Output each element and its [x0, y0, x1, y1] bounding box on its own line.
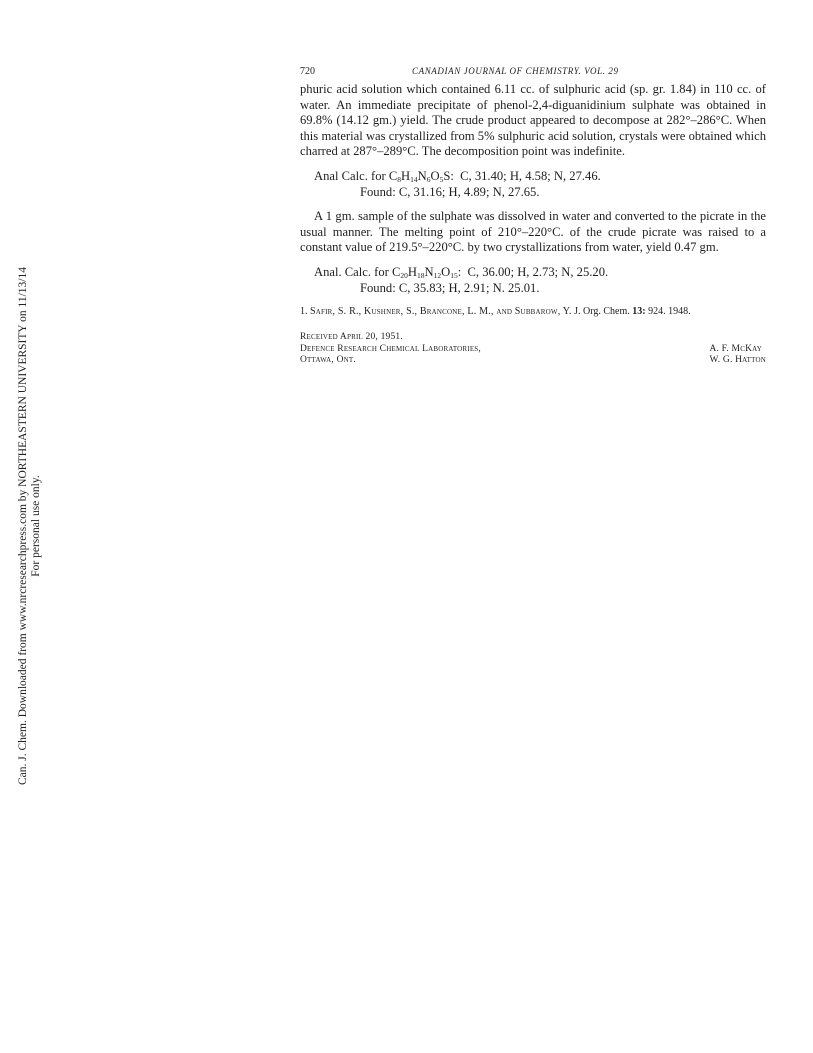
reference-year: 1948.: [668, 306, 691, 318]
watermark-line-1: Can. J. Chem. Downloaded from www.nrcresearchpress.com by NORTHEASTERN UNIVERSITY on 11/13/14: [17, 267, 29, 785]
formula-1: [389, 169, 454, 183]
reference-number: 1.: [300, 306, 308, 318]
formula-subscript: 12: [433, 270, 442, 280]
author-2: W. G. Hatton: [709, 355, 766, 366]
found-line-2: Found: C, 35.83; H, 2.91; N. 25.01.: [360, 280, 540, 295]
watermark-line-2: For personal use only.: [30, 475, 42, 577]
formula-subscript: 5: [439, 174, 444, 184]
reference-journal: J. Org. Chem.: [574, 306, 630, 318]
calc-line-1: [300, 169, 766, 185]
formula-subscript: 18: [417, 270, 425, 280]
reference-1: [300, 306, 766, 318]
journal-page: [300, 64, 766, 367]
analysis-block-1: [300, 169, 766, 200]
paragraph-continued: phuric acid solution which contained 6.11 cc. of sulphuric acid (sp. gr. 1.84) in 110 cc. of water. An immediate precipitate of phenol-2,4-diguanidinium sulphate was obtained in 69.8% (14.12 gm.) yield. The crude product appeared to decompose at 282°–286°C. When this material was crystallized from 5% sulphuric acid solution, crystals were obtained which charred at 287°–289°C. The decomposition point was indefinite.: [300, 82, 766, 159]
formula-element: :: [457, 264, 462, 279]
formula-element: C: [388, 168, 398, 183]
calc-values-1: C, 31.40; H, 4.58; N, 27.46.: [460, 168, 601, 183]
author-1: A. F. McKay: [709, 343, 762, 354]
calc-prefix-1: Anal Calc. for: [314, 168, 389, 183]
formula-element: C: [392, 264, 401, 279]
analysis-block-2: [300, 265, 766, 296]
reference-authors: Safir, S. R., Kushner, S., Brancone, L. M., and Subbarow, Y.: [310, 306, 572, 318]
formula-2: [392, 265, 461, 279]
reference-volume: 13:: [632, 306, 646, 318]
received-date: Received April 20, 1951.: [300, 332, 403, 343]
download-watermark: [0, 0, 60, 1053]
formula-element: O: [441, 264, 451, 279]
formula-element: N: [424, 264, 434, 279]
article-footer: [300, 332, 766, 367]
formula-element: N: [417, 168, 427, 183]
formula-element: H: [401, 168, 411, 183]
formula-subscript: 15: [450, 270, 458, 280]
formula-subscript: 14: [410, 174, 418, 184]
formula-subscript: 8: [397, 174, 401, 184]
calc-values-2: C, 36.00; H, 2.73; N, 25.20.: [467, 264, 609, 279]
calc-prefix-2: Anal. Calc. for: [314, 264, 392, 279]
paragraph-picrate: A 1 gm. sample of the sulphate was dissolved in water and converted to the picrate in the usual manner. The melting point of 210°–220°C. of the crude picrate was raised to a constant value of 219.5°–220°C. by two crystallizations from water, yield 0.47 gm.: [300, 209, 766, 255]
page-number: 720: [300, 66, 315, 77]
author-list: [709, 344, 766, 367]
calc-line-2: [300, 265, 766, 281]
laboratory-city: Ottawa, Ont.: [300, 355, 356, 366]
formula-element: H: [407, 264, 418, 279]
reference-pages: 924.: [648, 306, 666, 318]
found-line-1: Found: C, 31.16; H, 4.89; N, 27.65.: [360, 184, 540, 199]
journal-title: CANADIAN JOURNAL OF CHEMISTRY. VOL. 29: [412, 66, 619, 76]
formula-subscript: 6: [426, 174, 431, 184]
formula-subscript: 20: [400, 270, 408, 280]
formula-element: O: [430, 168, 440, 183]
laboratory-name: Defence Research Chemical Laboratories,: [300, 343, 481, 354]
formula-element: S:: [443, 168, 454, 183]
running-head: [300, 64, 766, 82]
